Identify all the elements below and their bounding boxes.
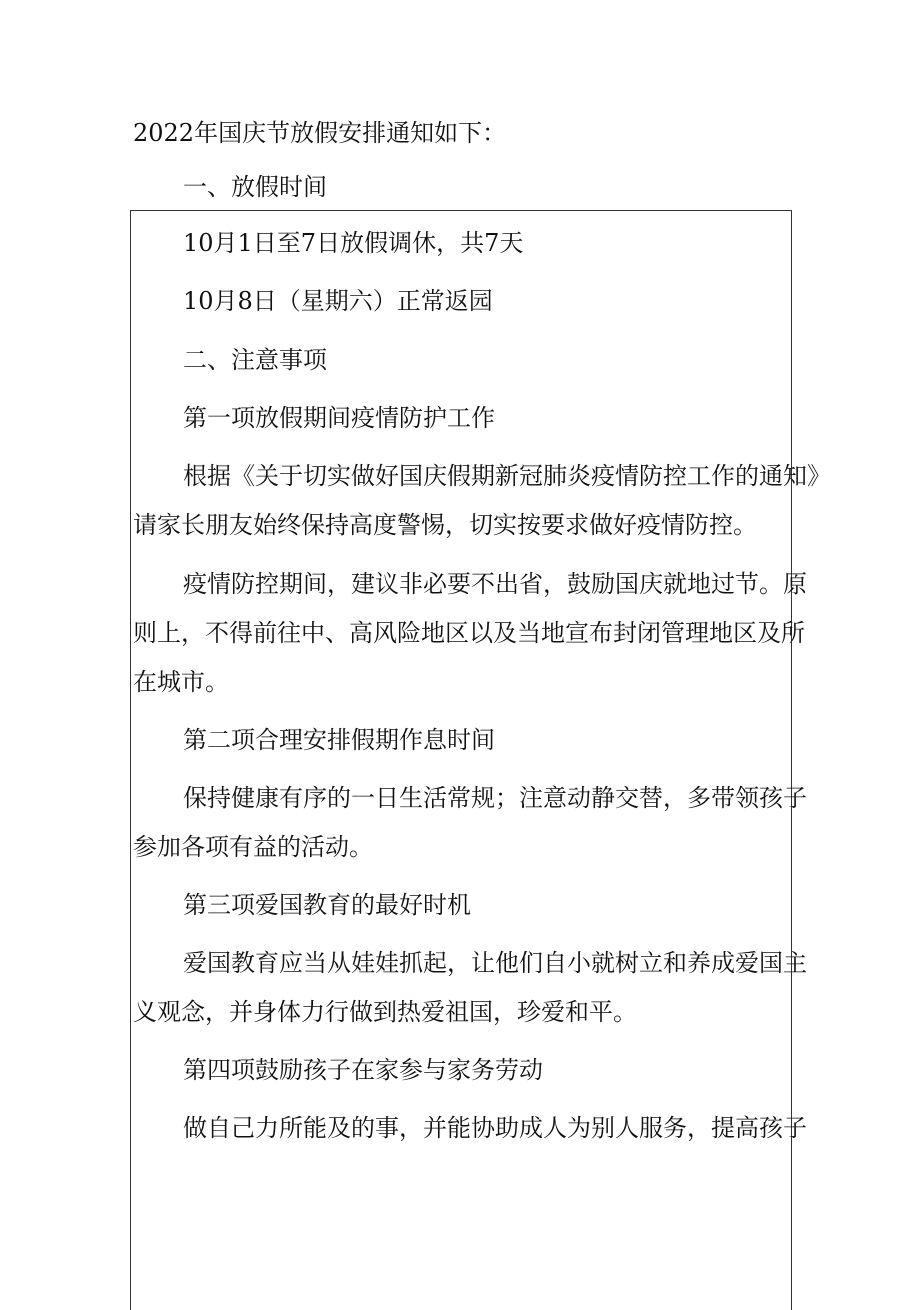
item4-heading: 第四项鼓励孩子在家参与家务劳动: [183, 1056, 543, 1084]
item3-heading: 第三项爱国教育的最好时机: [183, 891, 471, 919]
item1-para2-line1: 疫情防控期间，建议非必要不出省，鼓励国庆就地过节。原: [183, 570, 807, 598]
item1-heading: 第一项放假期间疫情防护工作: [183, 404, 495, 432]
item3-para-line2: 义观念，并身体力行做到热爱祖国，珍爱和平。: [133, 998, 637, 1026]
section1-heading: 一、放假时间: [183, 173, 327, 201]
item1-para2-line3: 在城市。: [133, 668, 229, 696]
item2-para-line1: 保持健康有序的一日生活常规；注意动静交替，多带领孩子: [183, 784, 807, 812]
item1-para1-line1: 根据《关于切实做好国庆假期新冠肺炎疫情防控工作的通知》: [183, 462, 831, 490]
content-frame: [130, 210, 831, 1310]
item3-para-line1: 爱国教育应当从娃娃抓起，让他们自小就树立和养成爱国主: [183, 949, 807, 977]
item1-para2-line2: 则上，不得前往中、高风险地区以及当地宣布封闭管理地区及所: [133, 619, 805, 647]
holiday-period: 10月1日至7日放假调休，共7天: [183, 229, 524, 257]
item1-para1-line2: 请家长朋友始终保持高度警惕，切实按要求做好疫情防控。: [133, 511, 757, 539]
section2-heading: 二、注意事项: [183, 346, 327, 374]
return-date: 10月8日（星期六）正常返园: [183, 287, 493, 315]
item4-para-line1: 做自己力所能及的事，并能协助成人为别人服务，提高孩子: [183, 1114, 807, 1142]
item2-para-line2: 参加各项有益的活动。: [133, 833, 373, 861]
item2-heading: 第二项合理安排假期作息时间: [183, 726, 495, 754]
intro-line: 2022年国庆节放假安排通知如下：: [133, 119, 507, 147]
